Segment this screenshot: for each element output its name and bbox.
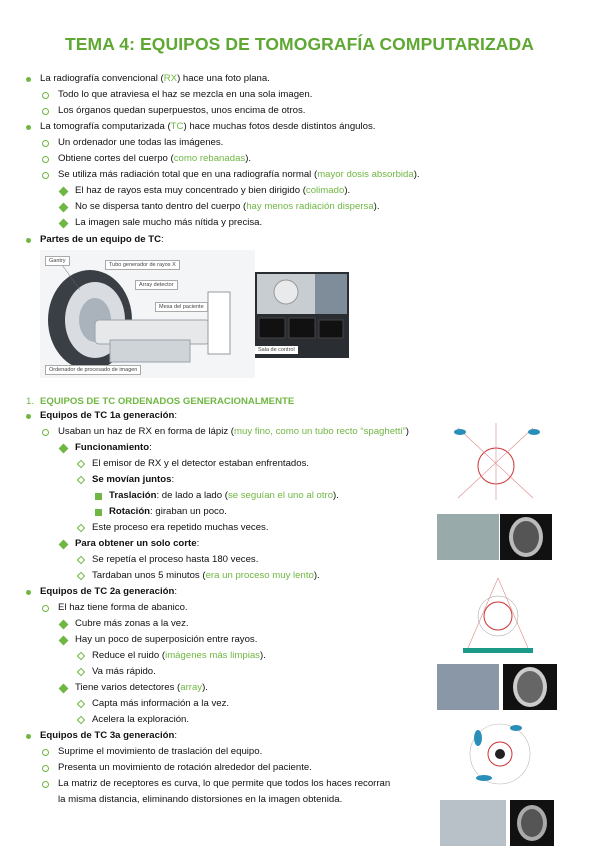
line-text-tail: :	[174, 730, 178, 741]
text-line	[58, 105, 305, 117]
gen2-diagram	[448, 568, 550, 660]
text-line	[75, 538, 199, 550]
bullet-marker	[42, 749, 49, 756]
text-line	[58, 153, 251, 165]
text-line	[75, 185, 350, 197]
highlight-text: como rebanadas	[173, 153, 246, 164]
gen3-photo	[440, 800, 506, 846]
gen2-photo	[437, 664, 499, 710]
line-text: Un ordenador une todas las imágenes.	[58, 137, 224, 148]
text-line	[58, 778, 390, 790]
text-line	[58, 602, 188, 614]
line-text-tail: ) hace muchas fotos desde distintos ángulos.	[183, 121, 376, 132]
line-text: Acelera la exploración.	[92, 714, 190, 725]
bullet-marker	[26, 734, 31, 739]
line-text: Obtiene cortes del cuerpo (	[58, 153, 174, 164]
bullet-marker	[42, 172, 49, 179]
line-text: Hay un poco de superposición entre rayos.	[75, 634, 258, 645]
line-text: Equipos de TC 3a generación	[40, 730, 175, 741]
bullet-marker	[95, 493, 102, 500]
text-line	[58, 746, 262, 758]
bullet-marker	[77, 459, 85, 467]
bullet-marker	[77, 651, 85, 659]
line-text-tail: )	[405, 426, 409, 437]
bullet-marker	[59, 635, 69, 645]
text-line	[75, 634, 257, 646]
line-text: La matriz de receptores es curva, lo que permite que todos los haces recorran	[58, 778, 391, 789]
highlight-text: imágenes más limpias	[165, 650, 260, 661]
highlight-text: era un proceso muy lento	[205, 570, 314, 581]
text-line	[75, 682, 208, 694]
line-text-tail: ).	[259, 650, 266, 661]
bullet-marker	[26, 414, 31, 419]
line-text-tail: : giraban un poco.	[150, 506, 227, 517]
label-sala: Sala de control	[255, 346, 298, 354]
line-text-tail: :	[149, 442, 152, 453]
line-text: Se utiliza más radiación total que en una radiografía normal (	[58, 169, 318, 180]
line-text: Usaban un haz de RX en forma de lápiz (	[58, 426, 234, 437]
text-line	[75, 618, 189, 630]
text-line	[92, 522, 269, 534]
highlight-text: RX	[163, 73, 178, 84]
highlight-text: colimado	[305, 185, 345, 196]
line-text-tail: ).	[245, 153, 252, 164]
text-line	[92, 570, 320, 582]
bullet-marker	[42, 156, 49, 163]
line-text: La tomografía computarizada (	[40, 121, 171, 132]
text-line	[92, 650, 266, 662]
bullet-marker	[59, 619, 69, 629]
line-text-tail: :	[174, 586, 178, 597]
bullet-marker	[42, 429, 49, 436]
line-text: El emisor de RX y el detector estaban enfrentados.	[92, 458, 310, 469]
text-line	[92, 554, 258, 566]
text-line	[58, 426, 409, 438]
highlight-text: TC	[170, 121, 184, 132]
bullet-marker	[59, 683, 69, 693]
bullet-marker	[77, 715, 85, 723]
bullet-marker	[59, 202, 69, 212]
line-text: Cubre más zonas a la vez.	[75, 618, 189, 629]
line-text-tail: ).	[202, 682, 208, 693]
line-text-tail: :	[196, 538, 200, 549]
gen1-diagram	[438, 418, 550, 510]
text-line	[40, 730, 177, 742]
text-line	[40, 410, 177, 422]
line-text: la misma distancia, eliminando distorsiones en la imagen obtenida.	[58, 794, 343, 805]
line-text-tail: :	[171, 474, 175, 485]
text-line	[75, 442, 152, 454]
gen1-photo	[437, 514, 499, 560]
line-text-tail: ).	[413, 169, 420, 180]
line-text: Equipos de TC 2a generación	[40, 586, 175, 597]
text-line	[92, 714, 189, 726]
gen1-diagram-svg	[438, 418, 550, 510]
section-number: 1.	[26, 396, 35, 407]
text-line	[58, 794, 342, 806]
line-text: Rotación	[109, 506, 151, 517]
text-line	[58, 89, 312, 101]
line-text: No se dispersa tanto dentro del cuerpo (	[75, 201, 247, 212]
line-text: Traslación	[109, 490, 157, 501]
bullet-marker	[26, 77, 31, 82]
label-mesa: Mesa del paciente	[155, 302, 208, 312]
line-text: Los órganos quedan superpuestos, unos encima de otros.	[58, 105, 306, 116]
bullet-marker	[26, 125, 31, 130]
text-line	[40, 121, 375, 133]
highlight-text: hay menos radiación dispersa	[246, 201, 374, 212]
line-text: Va más rápido.	[92, 666, 156, 677]
line-text: Todo lo que atraviesa el haz se mezcla en una sola imagen.	[58, 89, 313, 100]
bullet-marker	[77, 555, 85, 563]
highlight-text: array	[180, 682, 203, 693]
line-text: Para obtener un solo corte	[75, 538, 197, 549]
bullet-marker	[59, 539, 69, 549]
gen3-diagram-svg	[442, 718, 552, 796]
bullet-marker	[59, 443, 69, 453]
line-text: Partes de un equipo de TC	[40, 234, 162, 245]
bullet-marker	[77, 475, 85, 483]
text-line	[92, 666, 156, 678]
text-line	[92, 698, 229, 710]
text-line	[58, 762, 312, 774]
highlight-text: se seguían el uno al otro	[227, 490, 334, 501]
bullet-marker	[42, 140, 49, 147]
highlight-text: muy fino, como un tubo recto “spaghetti”	[234, 426, 406, 437]
text-line	[109, 490, 339, 502]
bullet-marker	[77, 699, 85, 707]
line-text: Suprime el movimiento de traslación del equipo.	[58, 746, 263, 757]
line-text: El haz de rayos esta muy concentrado y bien dirigido (	[75, 185, 306, 196]
gen1-scan	[500, 514, 552, 560]
text-line	[75, 217, 262, 229]
gen2-scan	[503, 664, 557, 710]
text-line	[58, 137, 223, 149]
line-text-tail: :	[161, 234, 164, 245]
line-text: Se movían juntos	[92, 474, 172, 485]
bullet-marker	[42, 781, 49, 788]
bullet-marker	[42, 765, 49, 772]
bullet-marker	[95, 509, 102, 516]
text-line	[58, 169, 420, 181]
label-array: Array detector	[135, 280, 178, 290]
bullet-marker	[42, 108, 49, 115]
text-line	[40, 73, 270, 85]
line-text-mid: : de lado a lado (	[156, 490, 228, 501]
line-text: Capta más información a la vez.	[92, 698, 230, 709]
line-text: Presenta un movimiento de rotación alrededor del paciente.	[58, 762, 312, 773]
line-text: Tiene varios detectores (	[75, 682, 181, 693]
text-line	[40, 586, 177, 598]
bullet-marker	[59, 186, 69, 196]
line-text: La radiografía convencional (	[40, 73, 164, 84]
line-text: Funcionamiento	[75, 442, 150, 453]
text-line	[109, 506, 227, 518]
ct-equipment-figure	[40, 250, 255, 378]
label-tube: Tubo generador de rayos X	[105, 260, 180, 270]
bullet-marker	[26, 238, 31, 243]
line-text: La imagen sale mucho más nítida y precisa.	[75, 217, 263, 228]
bullet-marker	[42, 605, 49, 612]
line-text: El haz tiene forma de abanico.	[58, 602, 188, 613]
text-line	[40, 234, 164, 246]
bullet-marker	[77, 523, 85, 531]
line-text: Se repetía el proceso hasta 180 veces.	[92, 554, 259, 565]
gen2-diagram-svg	[448, 568, 550, 660]
page-title: TEMA 4: EQUIPOS DE TOMOGRAFÍA COMPUTARIZADA	[64, 34, 535, 54]
bullet-marker	[26, 590, 31, 595]
highlight-text: mayor dosis absorbida	[317, 169, 414, 180]
line-text-tail: ).	[344, 185, 351, 196]
line-text-tail: ) hace una foto plana.	[177, 73, 270, 84]
line-text-tail: ).	[373, 201, 380, 212]
label-gantry: Gantry	[45, 256, 70, 266]
line-text-tail: ).	[313, 570, 320, 581]
bullet-marker	[59, 218, 69, 228]
line-text: Equipos de TC 1a generación	[40, 410, 175, 421]
control-room-photo	[255, 272, 349, 358]
label-ordenador: Ordenador de procesado de imagen	[45, 365, 141, 375]
line-text: Reduce el ruido (	[92, 650, 166, 661]
gen3-scan	[510, 800, 554, 846]
text-line	[92, 458, 309, 470]
text-line	[75, 201, 380, 213]
line-text: Tardaban unos 5 minutos (	[92, 570, 206, 581]
line-text-tail: ).	[333, 490, 339, 501]
line-text: Este proceso era repetido muchas veces.	[92, 522, 269, 533]
bullet-marker	[77, 667, 85, 675]
bullet-marker	[42, 92, 49, 99]
line-text-tail: :	[174, 410, 178, 421]
gen3-diagram	[442, 718, 552, 796]
text-line	[92, 474, 174, 486]
section-heading: EQUIPOS DE TC ORDENADOS GENERACIONALMENTE	[40, 396, 295, 407]
bullet-marker	[77, 571, 85, 579]
